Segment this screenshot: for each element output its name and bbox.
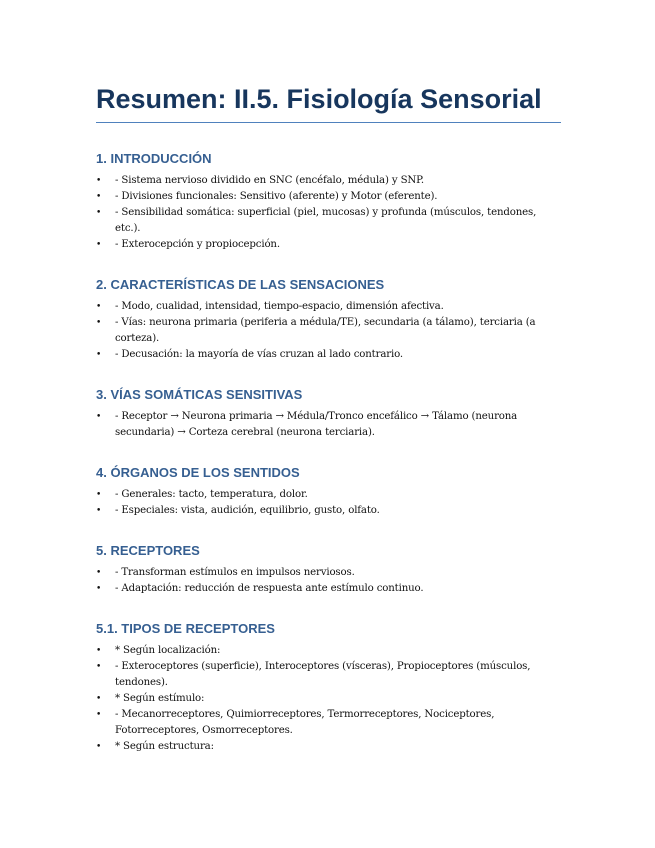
list-item-text: * Según estímulo: <box>115 693 205 704</box>
list-item <box>96 189 561 205</box>
bullet-icon: • <box>96 240 102 250</box>
list-item <box>96 299 561 315</box>
bullet-list <box>96 565 561 597</box>
bullet-icon: • <box>96 350 102 360</box>
list-item <box>96 739 561 755</box>
list-item-text: - Transforman estímulos en impulsos nerviosos. <box>115 567 355 578</box>
list-item <box>96 659 561 691</box>
list-item-text: * Según estructura: <box>115 741 214 752</box>
bullet-list <box>96 487 561 519</box>
list-item <box>96 347 561 363</box>
bullet-icon: • <box>96 584 102 594</box>
list-item <box>96 503 561 519</box>
bullet-icon: • <box>96 208 102 218</box>
list-item-text: - Vías: neurona primaria (periferia a médula/TE), secundaria (a tálamo), terciaria (a corteza). <box>115 317 536 344</box>
section-heading: 4. ÓRGANOS DE LOS SENTIDOS <box>96 465 300 480</box>
bullet-list <box>96 409 561 441</box>
list-item-text: - Especiales: vista, audición, equilibrio, gusto, olfato. <box>115 505 380 516</box>
bullet-icon: • <box>96 192 102 202</box>
list-item-text: - Exteroceptores (superficie), Interoceptores (vísceras), Propioceptores (músculos, tendones). <box>115 661 531 688</box>
section-introduccion <box>96 151 561 253</box>
list-item-text: - Decusación: la mayoría de vías cruzan al lado contrario. <box>115 349 403 360</box>
list-item <box>96 581 561 597</box>
list-item <box>96 691 561 707</box>
section-heading: 3. VÍAS SOMÁTICAS SENSITIVAS <box>96 387 303 402</box>
bullet-icon: • <box>96 412 102 422</box>
bullet-list <box>96 299 561 363</box>
list-item-text: - Exterocepción y propiocepción. <box>115 239 280 250</box>
list-item-text: - Mecanorreceptores, Quimiorreceptores, Termorreceptores, Nociceptores, Fotorreceptores, Osmorreceptores. <box>115 709 495 736</box>
list-item-text: * Según localización: <box>115 645 221 656</box>
list-item <box>96 707 561 739</box>
section-heading: 5. RECEPTORES <box>96 543 200 558</box>
bullet-icon: • <box>96 646 102 656</box>
bullet-icon: • <box>96 506 102 516</box>
list-item <box>96 643 561 659</box>
list-item-text: - Modo, cualidad, intensidad, tiempo-espacio, dimensión afectiva. <box>115 301 444 312</box>
bullet-icon: • <box>96 568 102 578</box>
bullet-icon: • <box>96 710 102 720</box>
list-item <box>96 173 561 189</box>
bullet-icon: • <box>96 490 102 500</box>
bullet-list <box>96 173 561 253</box>
section-caracteristicas <box>96 277 561 363</box>
section-heading: 1. INTRODUCCIÓN <box>96 151 212 166</box>
page-title: Resumen: II.5. Fisiología Sensorial <box>96 82 561 123</box>
section-receptores <box>96 543 561 597</box>
document-page <box>96 72 561 755</box>
list-item-text: - Sensibilidad somática: superficial (piel, mucosas) y profunda (músculos, tendones, etc.). <box>115 207 537 234</box>
bullet-icon: • <box>96 662 102 672</box>
list-item-text: - Receptor → Neurona primaria → Médula/Tronco encefálico → Tálamo (neurona secundaria) → Corteza cerebral (neurona terciaria). <box>115 411 518 438</box>
section-organos-sentidos <box>96 465 561 519</box>
section-tipos-receptores <box>96 621 561 755</box>
bullet-icon: • <box>96 742 102 752</box>
list-item-text: - Divisiones funcionales: Sensitivo (aferente) y Motor (eferente). <box>115 191 438 202</box>
list-item-text: - Adaptación: reducción de respuesta ante estímulo continuo. <box>115 583 424 594</box>
bullet-icon: • <box>96 302 102 312</box>
bullet-icon: • <box>96 694 102 704</box>
section-heading: 2. CARACTERÍSTICAS DE LAS SENSACIONES <box>96 277 385 292</box>
section-vias-somaticas <box>96 387 561 441</box>
list-item <box>96 315 561 347</box>
section-heading: 5.1. TIPOS DE RECEPTORES <box>96 621 275 636</box>
list-item <box>96 409 561 441</box>
list-item-text: - Sistema nervioso dividido en SNC (encéfalo, médula) y SNP. <box>115 175 424 186</box>
bullet-list <box>96 643 561 755</box>
list-item <box>96 487 561 503</box>
list-item <box>96 205 561 237</box>
bullet-icon: • <box>96 176 102 186</box>
list-item <box>96 565 561 581</box>
bullet-icon: • <box>96 318 102 328</box>
list-item-text: - Generales: tacto, temperatura, dolor. <box>115 489 308 500</box>
list-item <box>96 237 561 253</box>
